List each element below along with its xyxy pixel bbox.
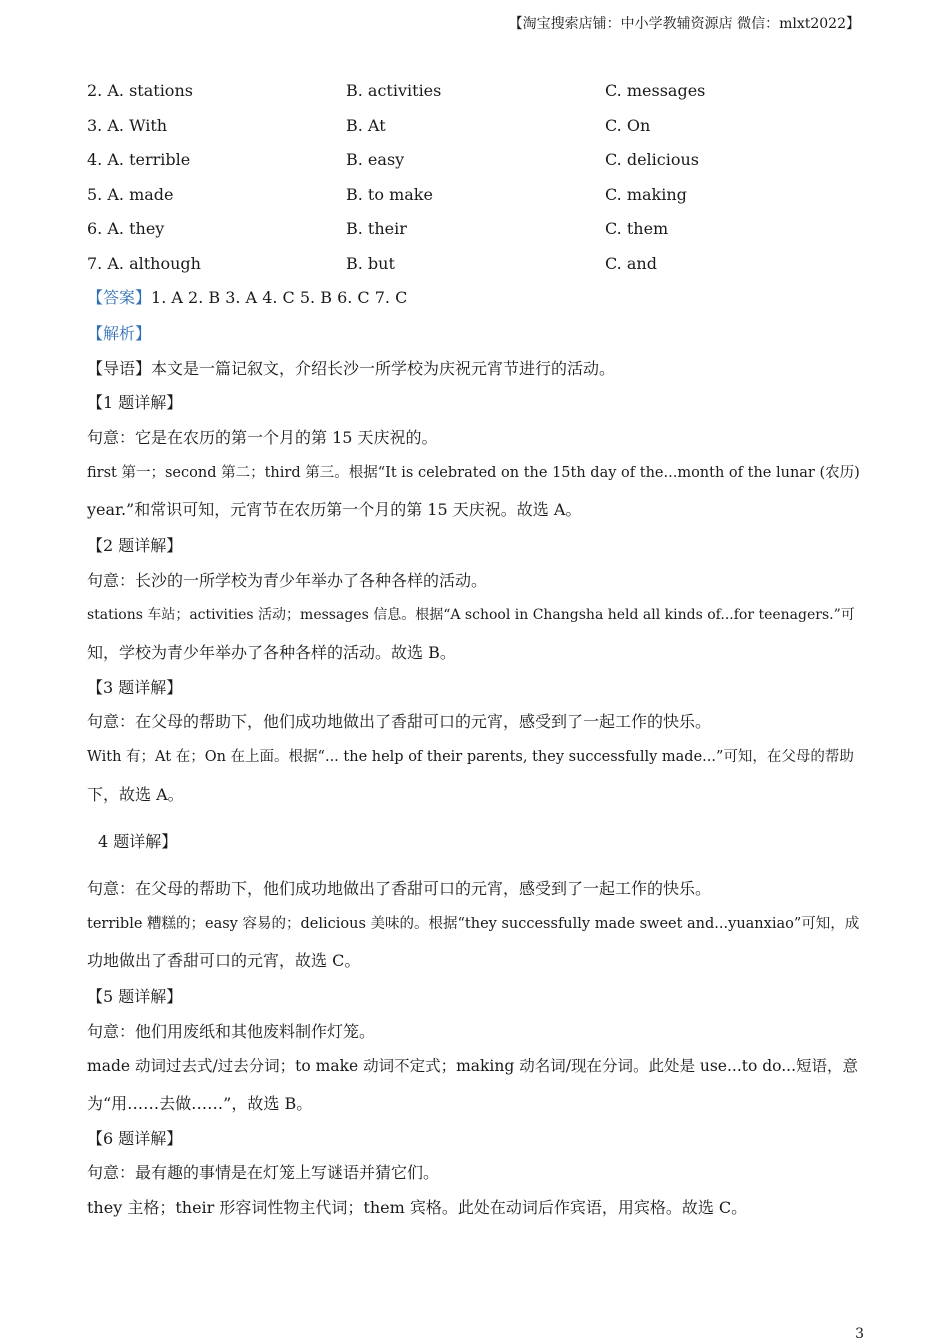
q1-explanation-line1: first 第一；second 第二；third 第三。根据“It is celebrated on the 15th day of the...month of the lunar (农历)	[87, 465, 860, 481]
q4-title: 4 题详解】	[98, 832, 178, 851]
option-a: 6. A. they	[87, 219, 165, 238]
q5-title: 【5 题详解】	[87, 987, 183, 1006]
q6-meaning: 句意：最有趣的事情是在灯笼上写谜语并猜它们。	[87, 1163, 440, 1182]
answer-label: 【答案】	[87, 288, 152, 307]
analysis-label: 【解析】	[87, 324, 152, 343]
q5-meaning: 句意：他们用废纸和其他废料制作灯笼。	[87, 1022, 376, 1041]
option-row-5	[87, 182, 887, 217]
option-b: B. At	[346, 115, 386, 135]
q3-title: 【3 题详解】	[87, 678, 183, 697]
options-table	[87, 78, 887, 285]
q6-title: 【6 题详解】	[87, 1129, 183, 1148]
option-row-3	[87, 113, 887, 148]
option-c: C. messages	[605, 81, 706, 100]
option-c: C. making	[605, 184, 687, 204]
q5-explanation-line2: 为“用……去做……”，故选 B。	[87, 1094, 313, 1113]
option-b: B. their	[346, 219, 407, 238]
option-c: C. and	[605, 253, 657, 273]
q1-meaning: 句意：它是在农历的第一个月的第 15 天庆祝的。	[87, 428, 438, 447]
q5-explanation-line1: made 动词过去式/过去分词；to make 动词不定式；making 动名词/现在分词。此处是 use...to do...短语，意	[87, 1057, 859, 1075]
option-a: 3. A. With	[87, 115, 168, 135]
q1-explanation-line2: year.”和常识可知，元宵节在农历第一个月的第 15 天庆祝。故选 A。	[87, 500, 582, 519]
q2-explanation-line1: stations 车站；activities 活动；messages 信息。根据“A school in Changsha held all kinds of...for teenagers.”可	[87, 607, 855, 623]
q4-meaning: 句意：在父母的帮助下，他们成功地做出了香甜可口的元宵，感受到了一起工作的快乐。	[87, 879, 712, 898]
intro-text: 【导语】本文是一篇记叙文，介绍长沙一所学校为庆祝元宵节进行的活动。	[87, 359, 616, 378]
answer-text: 1. A 2. B 3. A 4. C 5. B 6. C 7. C	[151, 288, 408, 307]
q2-meaning: 句意：长沙的一所学校为青少年举办了各种各样的活动。	[87, 571, 488, 590]
answer-line	[87, 286, 407, 310]
option-b: B. activities	[346, 81, 442, 100]
option-a: 2. A. stations	[87, 81, 193, 100]
option-b: B. to make	[346, 184, 433, 204]
option-b: B. but	[346, 253, 395, 273]
q2-title: 【2 题详解】	[87, 536, 183, 555]
option-a: 5. A. made	[87, 184, 174, 204]
option-a: 4. A. terrible	[87, 150, 191, 169]
q1-title: 【1 题详解】	[87, 393, 183, 412]
option-c: C. On	[605, 115, 651, 135]
q4-explanation-line1: terrible 糟糕的；easy 容易的；delicious 美味的。根据“they successfully made sweet and...yuanxiao”可知，成	[87, 916, 860, 932]
option-a: 7. A. although	[87, 253, 201, 273]
q3-explanation-line2: 下，故选 A。	[87, 785, 184, 804]
page-header: 【淘宝搜索店铺：中小学教辅资源店 微信：mlxt2022】	[508, 16, 860, 32]
page-number: 3	[855, 1326, 864, 1342]
q3-explanation-line1: With 有；At 在；On 在上面。根据“... the help of their parents, they successfully made...”可知，在父母的帮助	[87, 749, 854, 765]
option-b: B. easy	[346, 150, 405, 169]
q6-explanation-line1: they 主格；their 形容词性物主代词；them 宾格。此处在动词后作宾语，用宾格。故选 C。	[87, 1198, 748, 1217]
option-c: C. them	[605, 219, 669, 238]
option-row-6	[87, 216, 887, 251]
q2-explanation-line2: 知，学校为青少年举办了各种各样的活动。故选 B。	[87, 643, 456, 662]
option-row-7	[87, 251, 887, 286]
option-row-4	[87, 147, 887, 182]
option-row-2	[87, 78, 887, 113]
q4-explanation-line2: 功地做出了香甜可口的元宵，故选 C。	[87, 951, 361, 970]
option-c: C. delicious	[605, 150, 700, 169]
q3-meaning: 句意：在父母的帮助下，他们成功地做出了香甜可口的元宵，感受到了一起工作的快乐。	[87, 712, 712, 731]
